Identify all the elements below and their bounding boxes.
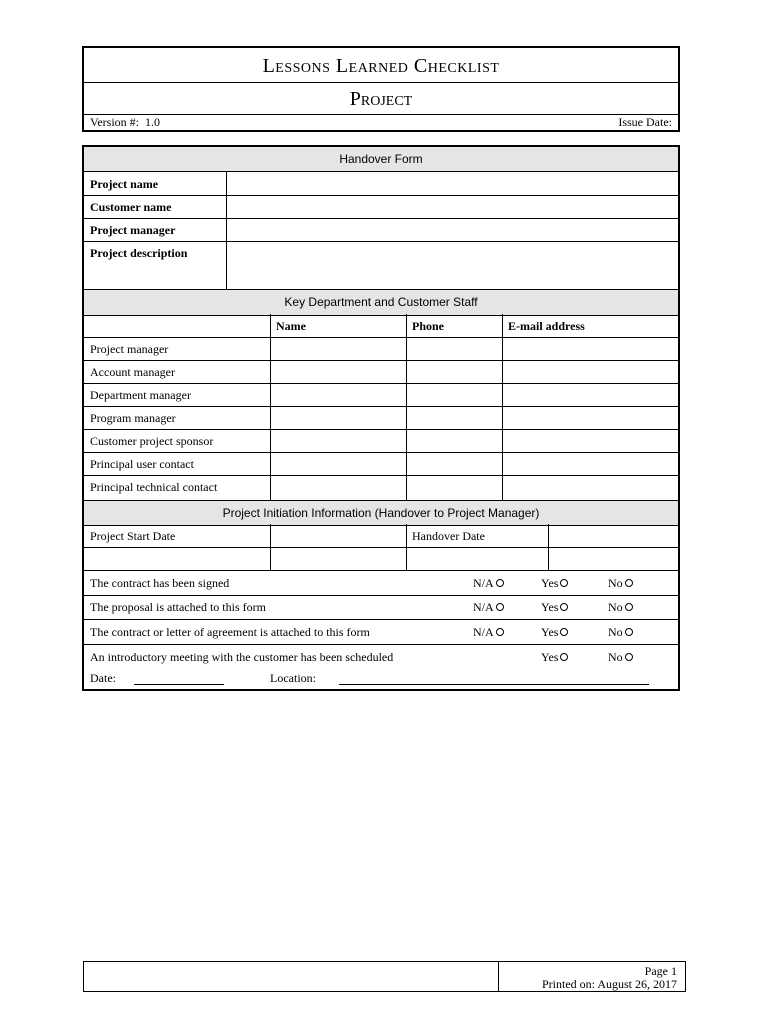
checklist-item: An introductory meeting with the customer has been scheduled [90,650,394,664]
no-label: No [608,650,623,664]
printed-date: Printed on: August 26, 2017 [541,977,677,991]
column-header-phone: Phone [412,319,445,333]
grid-line [84,475,678,476]
na-label: N/A [473,600,494,614]
grid-line [84,547,678,548]
handover-form-band: Handover Form [84,147,678,172]
grid-line [84,570,678,571]
location-label: Location: [270,671,316,685]
no-option[interactable] [608,576,633,591]
checklist-item: The contract or letter of agreement is attached to this form [90,625,370,639]
radio-circle-icon[interactable] [625,579,633,587]
checklist-item: The proposal is attached to this form [90,600,266,614]
version-info [90,114,160,130]
radio-circle-icon[interactable] [560,628,568,636]
staff-role: Account manager [90,365,175,379]
grid-line [84,429,678,430]
project-name-field[interactable] [227,172,678,194]
date-label: Date: [90,671,116,685]
yes-option[interactable] [541,576,568,591]
radio-circle-icon[interactable] [496,579,504,587]
radio-circle-icon[interactable] [560,603,568,611]
grid-line [84,619,678,620]
grid-line [502,314,503,500]
yes-label: Yes [541,600,559,614]
radio-circle-icon[interactable] [625,628,633,636]
grid-line [84,644,678,645]
grid-line [270,314,271,500]
grid-line [84,360,678,361]
no-label: No [608,576,623,590]
project-name-label: Project name [90,177,159,191]
no-option[interactable] [608,600,633,615]
project-manager-field[interactable] [227,219,678,240]
staff-role: Department manager [90,388,191,402]
column-header-name: Name [276,319,306,333]
na-label: N/A [473,625,494,639]
version-label: Version #: [90,115,139,129]
footer-divider [498,962,499,991]
grid-line [84,595,678,596]
yes-label: Yes [541,625,559,639]
radio-circle-icon[interactable] [625,653,633,661]
handover-form [82,145,680,691]
grid-line [406,314,407,500]
document-header [82,46,680,132]
issue-date-label: Issue Date: [618,115,672,129]
staff-role: Principal technical contact [90,480,218,494]
grid-line [84,337,678,338]
staff-role: Project manager [90,342,169,356]
yes-label: Yes [541,650,559,664]
staff-band: Key Department and Customer Staff [84,289,678,316]
customer-name-label: Customer name [90,200,172,214]
column-header-email: E-mail address [508,319,585,333]
staff-role: Program manager [90,411,176,425]
staff-role: Customer project sponsor [90,434,214,448]
yes-option[interactable] [541,650,568,665]
version-value: 1.0 [145,115,160,129]
radio-circle-icon[interactable] [496,603,504,611]
date-input-line[interactable] [134,684,224,685]
no-option[interactable] [608,650,633,665]
customer-name-field[interactable] [227,196,678,217]
no-option[interactable] [608,625,633,640]
grid-line [84,383,678,384]
project-start-date-label: Project Start Date [90,529,176,543]
staff-role: Principal user contact [90,457,194,471]
grid-line [84,452,678,453]
initiation-band: Project Initiation Information (Handover to Project Manager) [84,500,678,526]
project-manager-label: Project manager [90,223,176,237]
page-number: Page 1 [644,964,677,978]
page-footer [83,961,686,992]
version-row [84,114,678,130]
no-label: No [608,625,623,639]
project-description-field[interactable] [227,242,678,288]
yes-option[interactable] [541,625,568,640]
na-label: N/A [473,576,494,590]
na-option[interactable] [473,625,504,640]
grid-line [84,406,678,407]
yes-label: Yes [541,576,559,590]
document-subtitle: Project [84,82,678,115]
handover-date-label: Handover Date [412,529,485,543]
na-option[interactable] [473,600,504,615]
radio-circle-icon[interactable] [560,579,568,587]
radio-circle-icon[interactable] [496,628,504,636]
no-label: No [608,600,623,614]
project-description-label: Project description [90,246,188,260]
radio-circle-icon[interactable] [560,653,568,661]
location-input-line[interactable] [339,684,649,685]
na-option[interactable] [473,576,504,591]
document-title: Lessons Learned Checklist [84,48,678,83]
radio-circle-icon[interactable] [625,603,633,611]
checklist-item: The contract has been signed [90,576,230,590]
yes-option[interactable] [541,600,568,615]
